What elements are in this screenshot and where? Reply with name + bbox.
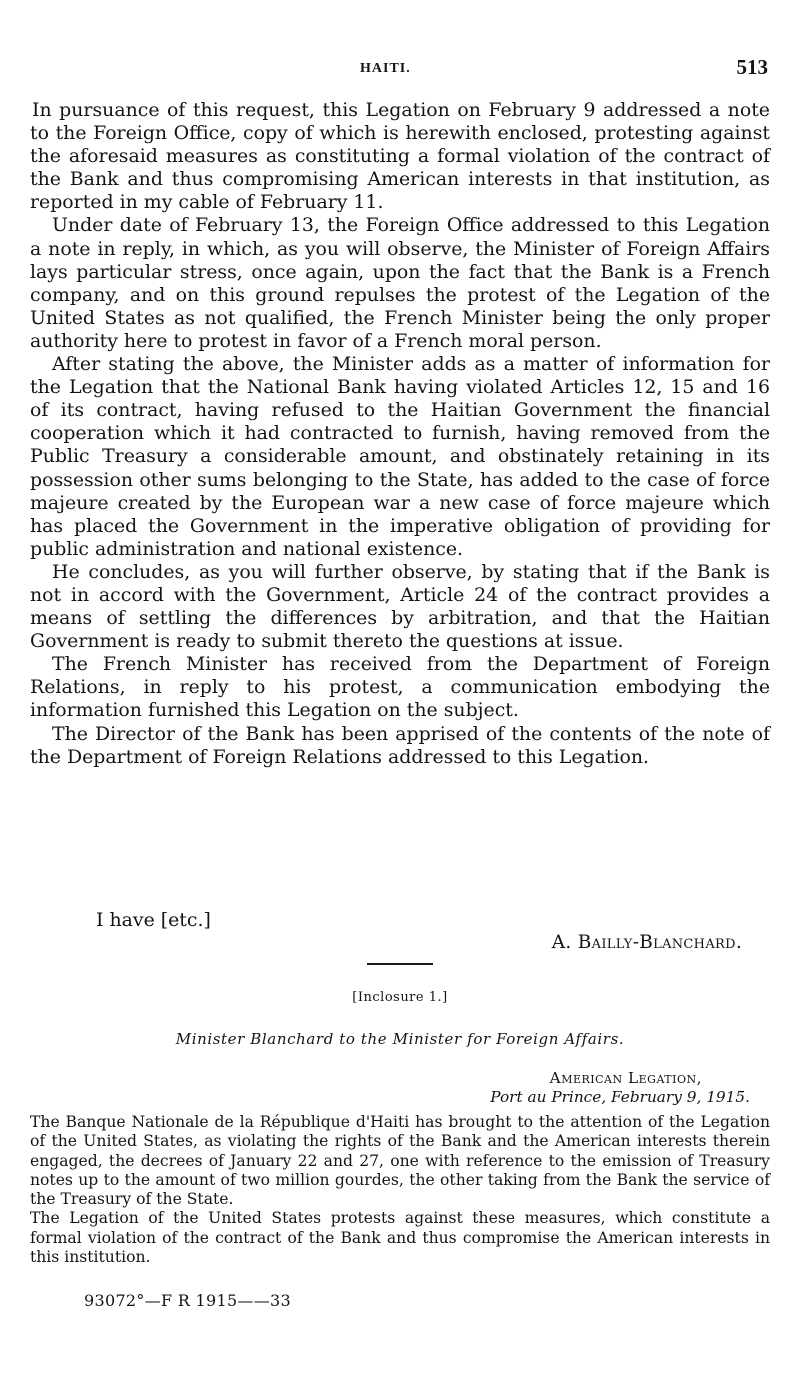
inclosure-title: Minister Blanchard to the Minister for Foreign Affairs. [175,1030,625,1048]
section-divider [367,963,433,965]
letter-paragraph: Under date of February 13, the Foreign Office addressed to this Legation a note in reply, in which, as you will observe, the Minister of Foreign Affairs lays particular stress, once again, upon the fact that the Bank is a French company, and on this ground repulses the protest of the Legation of the United States as not qualified, the French Minister being the only proper authority here to protest in favor of a French moral person. [30,214,770,352]
letter-paragraph: In pursuance of this request, this Legation on February 9 addressed a note to the Foreign Office, copy of which is herewith enclosed, protesting against the aforesaid measures as constituting a formal violation of the contract of the Bank and thus compromising American interests in that institution, as reported in my cable of February 11. [30,99,770,214]
running-title: HAITI. [360,61,411,76]
inclosure-paragraph: The Legation of the United States protests against these measures, which constitute a formal violation of the contract of the Bank and thus compromise the American interests in this institution. [30,1209,770,1267]
letter-paragraph: He concludes, as you will further observe, by stating that if the Bank is not in accord with the Government, Article 24 of the contract provides a means of settling the differences by arbitration, and that the Haitian Government is ready to submit thereto the questions at issue. [30,560,770,653]
inclosure-label: [Inclosure 1.] [352,990,448,1005]
inclosure-body [30,1113,770,1267]
letter-paragraph: The French Minister has received from the Department of Foreign Relations, in reply to his protest, a communication embodying the information furnished this Legation on the subject. [30,653,770,722]
print-signature-note: 93072°—F R 1915——33 [84,1291,291,1310]
running-head [30,55,770,81]
letter-signature: A. Bailly-Blanchard. [551,932,742,953]
dateline-place: American Legation, [549,1069,702,1087]
page-number: 513 [736,55,768,79]
letter-paragraph: The Director of the Bank has been apprised of the contents of the note of the Department of Foreign Relations addressed to this Legation. [30,722,770,768]
inclosure-paragraph: The Banque Nationale de la République d'Haiti has brought to the attention of the Legation of the United States, as violating the rights of the Bank and the American interests therein engaged, the decrees of January 22 and 27, one with reference to the emission of Treasury notes up to the amount of two million gourdes, the other taking from the Bank the service of the Treasury of the State. [30,1113,770,1209]
letter-closing: I have [etc.] [96,909,211,931]
inclosure-dateline [490,1069,750,1107]
dateline-date: Port au Prince, February 9, 1915. [490,1088,750,1106]
letter-body [30,99,770,769]
letter-paragraph: After stating the above, the Minister adds as a matter of information for the Legation that the National Bank having violated Articles 12, 15 and 16 of its contract, having refused to the Haitian Government the financial cooperation which it had contracted to furnish, having removed from the Public Treasury a considerable amount, and obstinately retaining in its possession other sums belonging to the State, has added to the case of force majeure created by the European war a new case of force majeure which has placed the Government in the imperative obligation of providing for public administration and national existence. [30,353,770,560]
